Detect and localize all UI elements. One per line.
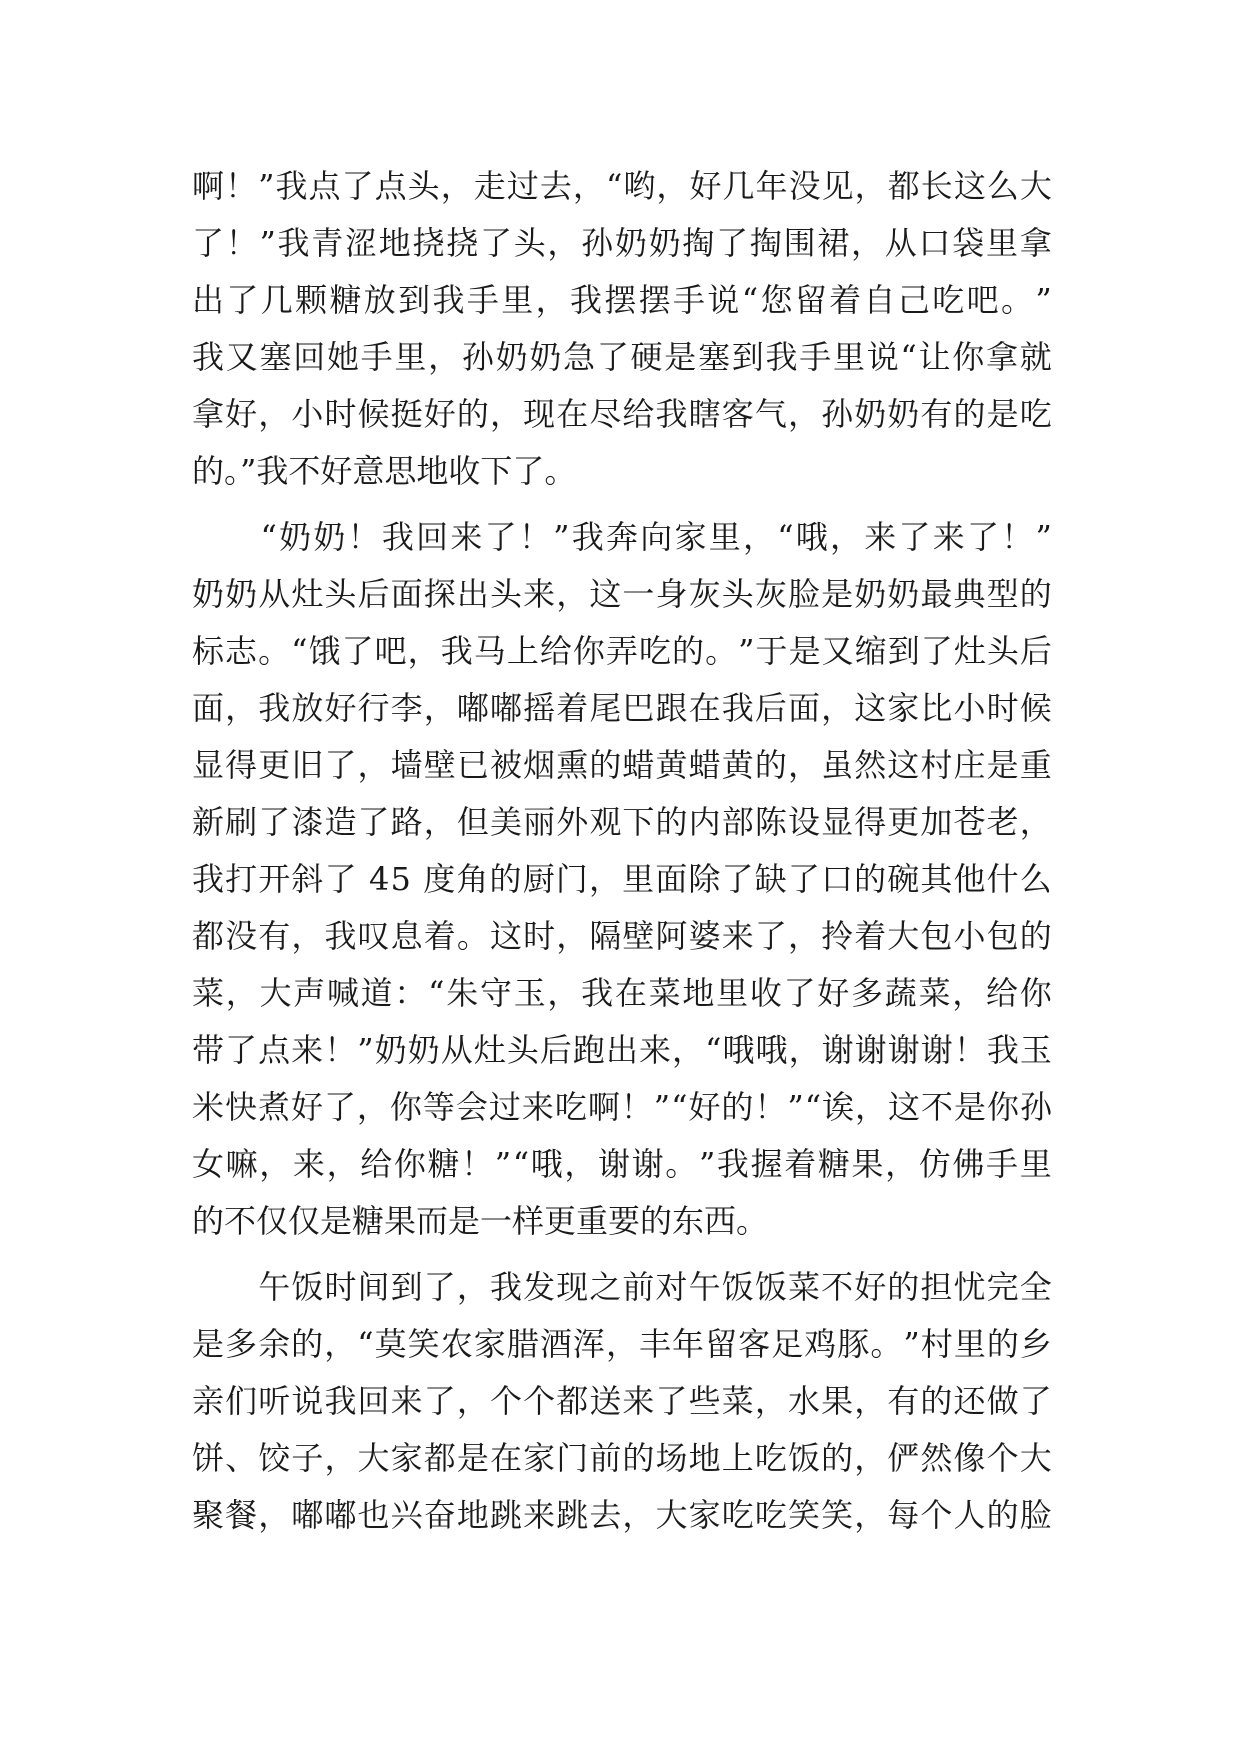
text-line: 标 志 。 “ 饿 了 吧 ， 我 马 上 给 你 弄 吃 的 。 ” 于 是 又 缩 到 了 灶 头 后 [192,632,1052,670]
paragraph [192,509,1052,1250]
paragraph [192,158,1052,500]
text-line: “ 奶 奶 ！ 我 回 来 了 ！ ” 我 奔 向 家 里 ， “ 哦 ， 来 了 来 了 ！ ” [260,518,1052,556]
text-line: 菜 ， 大 声 喊 道 ： “ 朱 守 玉 ， 我 在 菜 地 里 收 了 好 多 蔬 菜 ， 给 你 [192,974,1052,1012]
text-line: 带 了 点 来 ！ ” 奶 奶 从 灶 头 后 跑 出 来 ， “ 哦 哦 ， 谢 谢 谢 谢 ！ 我 玉 [192,1031,1052,1069]
text-line: 的不仅仅是糖果而是一样更重要的东西。 [192,1202,769,1240]
text-line: 午 饭 时 间 到 了 ， 我 发 现 之 前 对 午 饭 饭 菜 不 好 的 担 忧 完 全 [258,1268,1052,1306]
text-line: 米 快 煮 好 了 ， 你 等 会 过 来 吃 啊 ！ ” “ 好 的 ！ ” “ 诶 ， 这 不 是 你 孙 [192,1088,1052,1126]
text-line: 女 嘛 ， 来 ， 给 你 糖 ！ ” “ 哦 ， 谢 谢 。 ” 我 握 着 糖 果 ， 仿 佛 手 里 [192,1145,1052,1183]
body-text [192,158,1052,1544]
text-line: 我 又 塞 回 她 手 里 ， 孙 奶 奶 急 了 硬 是 塞 到 我 手 里 说 “ 让 你 拿 就 [192,338,1052,376]
text-line: 面 ， 我 放 好 行 李 ， 嘟 嘟 摇 着 尾 巴 跟 在 我 后 面 ， 这 家 比 小 时 候 [192,689,1052,727]
text-line: 聚 餐 ， 嘟 嘟 也 兴 奋 地 跳 来 跳 去 ， 大 家 吃 吃 笑 笑 ， 每 个 人 的 脸 [192,1496,1052,1534]
text-line: 的。”我不好意思地收下了。 [192,452,577,490]
text-line: 奶 奶 从 灶 头 后 面 探 出 头 来 ， 这 一 身 灰 头 灰 脸 是 奶 奶 最 典 型 的 [192,575,1052,613]
text-line: 了 ！ ” 我 青 涩 地 挠 挠 了 头 ， 孙 奶 奶 掏 了 掏 围 裙 ， 从 口 袋 里 拿 [192,224,1052,262]
text-line: 饼 、 饺 子 ， 大 家 都 是 在 家 门 前 的 场 地 上 吃 饭 的 ， 俨 然 像 个 大 [192,1439,1052,1477]
text-line: 啊 ！ ” 我 点 了 点 头 ， 走 过 去 ， “ 哟 ， 好 几 年 没 见 ， 都 长 这 么 大 [192,167,1052,205]
text-line: 亲 们 听 说 我 回 来 了 ， 个 个 都 送 来 了 些 菜 ， 水 果 ， 有 的 还 做 了 [192,1382,1052,1420]
text-line: 出 了 几 颗 糖 放 到 我 手 里 ， 我 摆 摆 手 说 “ 您 留 着 自 己 吃 吧 。 ” [192,281,1052,319]
text-line: 拿 好 ， 小 时 候 挺 好 的 ， 现 在 尽 给 我 瞎 客 气 ， 孙 奶 奶 有 的 是 吃 [192,395,1052,433]
paragraph [192,1259,1052,1544]
text-line: 都 没 有 ， 我 叹 息 着 。 这 时 ， 隔 壁 阿 婆 来 了 ， 拎 着 大 包 小 包 的 [192,917,1052,955]
text-line: 我 打 开 斜 了 4 5 度 角 的 厨 门 ， 里 面 除 了 缺 了 口 的 碗 其 他 什 么 [192,860,1052,898]
text-line: 是 多 余 的 ， “ 莫 笑 农 家 腊 酒 浑 ， 丰 年 留 客 足 鸡 豚 。 ” 村 里 的 乡 [192,1325,1052,1363]
text-line: 新 刷 了 漆 造 了 路 ， 但 美 丽 外 观 下 的 内 部 陈 设 显 得 更 加 苍 老 ， [192,803,1052,841]
text-line: 显 得 更 旧 了 ， 墙 壁 已 被 烟 熏 的 蜡 黄 蜡 黄 的 ， 虽 然 这 村 庄 是 重 [192,746,1052,784]
